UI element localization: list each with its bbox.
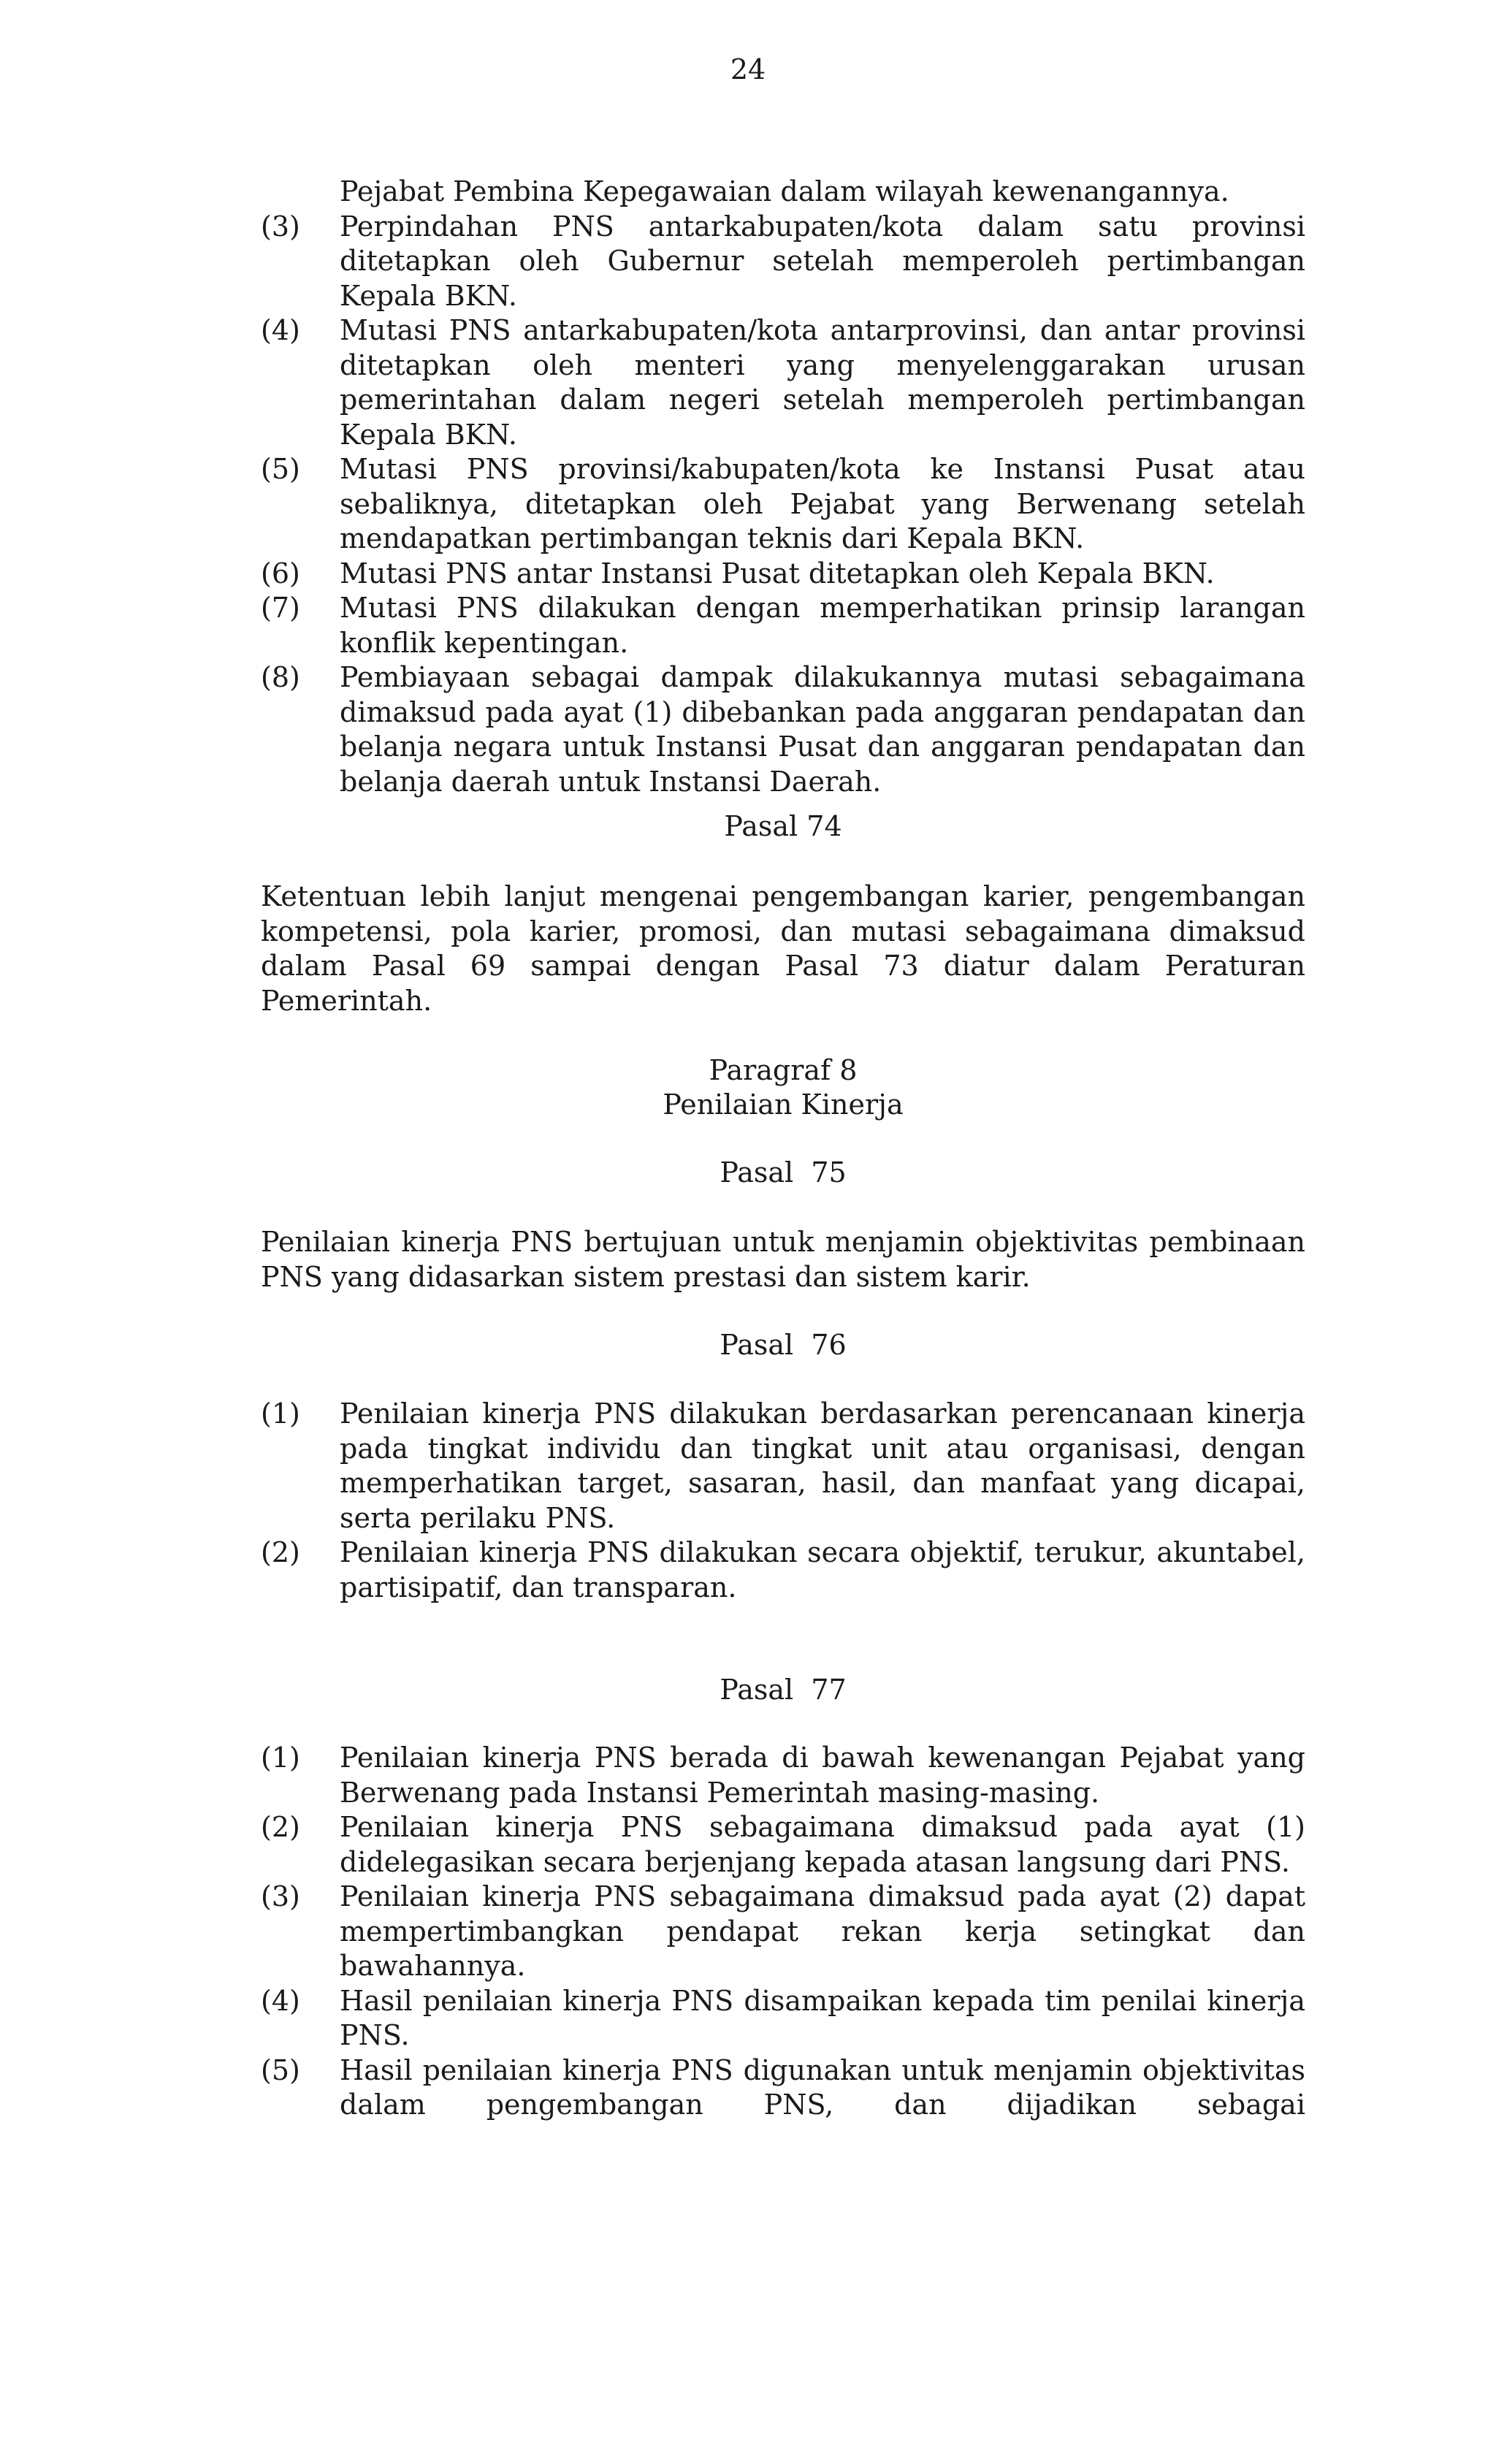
pasal-73-item-7 xyxy=(261,591,1305,660)
item-text: Penilaian kinerja PNS sebagaimana dimaksud pada ayat (2) dapat mempertimbangkan pendapat rekan kerja setingkat dan bawahannya. xyxy=(340,1880,1305,1982)
pasal-73-item-4 xyxy=(261,313,1305,452)
pasal-73-item-6 xyxy=(261,557,1305,592)
item-number: (7) xyxy=(261,592,300,624)
pasal-76-heading: Pasal 76 xyxy=(720,1329,847,1361)
item-text: Hasil penilaian kinerja PNS disampaikan kepada tim penilai kinerja PNS. xyxy=(340,1984,1305,2051)
pasal-73-item-5 xyxy=(261,452,1305,557)
pasal-73-section xyxy=(261,175,1305,799)
item-number: (8) xyxy=(261,661,300,693)
pasal-77-item-1 xyxy=(261,1741,1305,1810)
item-text: Pembiayaan sebagai dampak dilakukannya mutasi sebagaimana dimaksud pada ayat (1) dibebankan pada anggaran pendapatan dan belanja negara untuk Instansi Pusat dan anggaran pendapatan dan belanja daerah untuk Instansi Daerah. xyxy=(340,661,1305,798)
item-number: (2) xyxy=(261,1811,300,1843)
item-number: (4) xyxy=(261,1984,300,2017)
pasal-77-item-2 xyxy=(261,1810,1305,1880)
item-number: (2) xyxy=(261,1536,300,1568)
pasal-76-item-1 xyxy=(261,1397,1305,1536)
item-number: (1) xyxy=(261,1397,300,1430)
item-number: (5) xyxy=(261,453,300,485)
pasal-76-section xyxy=(261,1397,1305,1605)
pasal-75-heading: Pasal 75 xyxy=(720,1156,847,1189)
item-text: Mutasi PNS dilakukan dengan memperhatikan prinsip larangan konflik kepentingan. xyxy=(340,592,1305,659)
pasal-77-heading: Pasal 77 xyxy=(720,1674,847,1706)
item-text: Perpindahan PNS antarkabupaten/kota dalam satu provinsi ditetapkan oleh Gubernur setelah memperoleh pertimbangan Kepala BKN. xyxy=(340,210,1305,312)
item-number: (6) xyxy=(261,557,300,590)
pasal-73-item-8 xyxy=(261,660,1305,799)
item-number: (3) xyxy=(261,1880,300,1912)
item-number: (3) xyxy=(261,210,300,243)
paragraf-8-subheading: Penilaian Kinerja xyxy=(663,1088,904,1121)
pasal-74-text: Ketentuan lebih lanjut mengenai pengembangan karier, pengembangan kompetensi, pola karier, promosi, dan mutasi sebagaimana dimaksud dalam Pasal 69 sampai dengan Pasal 73 diatur dalam Peraturan Pemerintah. xyxy=(261,880,1305,1017)
pasal-73-continuation: Pejabat Pembina Kepegawaian dalam wilayah kewenangannya. xyxy=(340,175,1229,207)
pasal-77-section xyxy=(261,1741,1305,2123)
pasal-76-item-2 xyxy=(261,1536,1305,1605)
pasal-77-item-3 xyxy=(261,1880,1305,1984)
paragraf-8-heading: Paragraf 8 xyxy=(709,1054,858,1086)
pasal-74-heading: Pasal 74 xyxy=(724,810,842,842)
item-text: Penilaian kinerja PNS sebagaimana dimaksud pada ayat (1) didelegasikan secara berjenjang kepada atasan langsung dari PNS. xyxy=(340,1811,1305,1878)
item-text: Hasil penilaian kinerja PNS digunakan untuk menjamin objektivitas dalam pengembangan PNS, dan dijadikan sebagai xyxy=(340,2053,1305,2121)
pasal-77-item-4 xyxy=(261,1984,1305,2053)
item-text: Mutasi PNS antar Instansi Pusat ditetapkan oleh Kepala BKN. xyxy=(340,557,1215,590)
pasal-73-item-3 xyxy=(261,210,1305,314)
page-number: 24 xyxy=(730,53,766,85)
item-text: Penilaian kinerja PNS dilakukan secara objektif, terukur, akuntabel, partisipatif, dan transparan. xyxy=(340,1536,1305,1603)
item-text: Penilaian kinerja PNS dilakukan berdasarkan perencanaan kinerja pada tingkat individu dan tingkat unit atau organisasi, dengan memperhatikan target, sasaran, hasil, dan manfaat yang dicapai, serta perilaku PNS. xyxy=(340,1397,1305,1534)
item-text: Mutasi PNS antarkabupaten/kota antarprovinsi, dan antar provinsi ditetapkan oleh menteri yang menyelenggarakan urusan pemerintahan dalam negeri setelah memperoleh pertimbangan Kepala BKN. xyxy=(340,314,1305,451)
item-text: Mutasi PNS provinsi/kabupaten/kota ke Instansi Pusat atau sebaliknya, ditetapkan oleh Pejabat yang Berwenang setelah mendapatkan pertimbangan teknis dari Kepala BKN. xyxy=(340,453,1305,554)
pasal-77-item-5 xyxy=(261,2053,1305,2123)
item-text: Penilaian kinerja PNS berada di bawah kewenangan Pejabat yang Berwenang pada Instansi Pemerintah masing-masing. xyxy=(340,1742,1305,1809)
item-number: (1) xyxy=(261,1742,300,1774)
item-number: (5) xyxy=(261,2053,300,2086)
item-number: (4) xyxy=(261,314,300,346)
pasal-75-text: Penilaian kinerja PNS bertujuan untuk menjamin objektivitas pembinaan PNS yang didasarkan sistem prestasi dan sistem karir. xyxy=(261,1226,1305,1293)
